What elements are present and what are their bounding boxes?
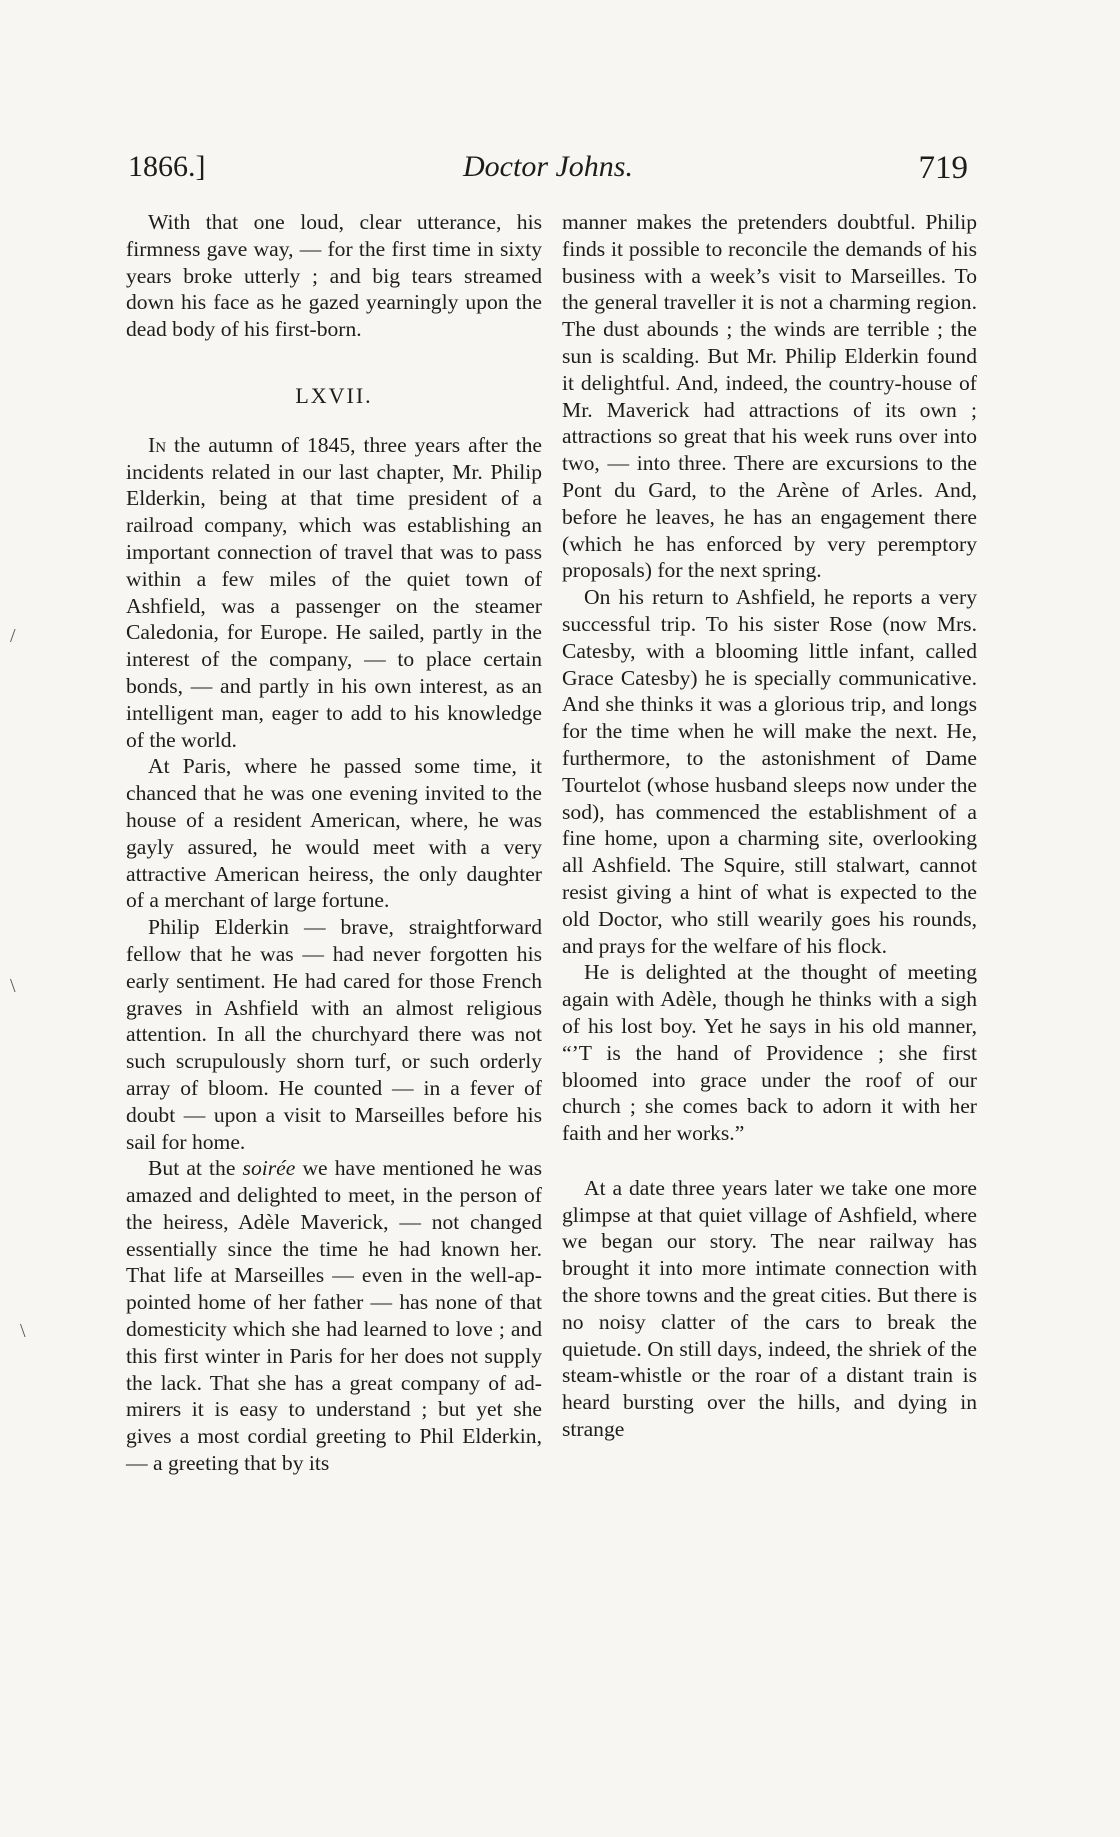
- margin-mark: /: [10, 625, 16, 647]
- paragraph-text: we have mentioned he was amazed and delighted to meet, in the person of the heiress, Adèle Maverick, — not changed essentially since the time he had known her. That life at Marseilles — even in the well-appointed home of her father — has none of that domesticity which she had learned to love ; and this first winter in Paris for her does not supply the lack. That she has a great company of admirers it is easy to understand ; but yet she gives a most cordial greeting to Phil Elderkin, — a greeting that by its: [126, 1156, 542, 1476]
- paragraph: Philip Elderkin — brave, straightforward fellow that he was — had never forgotten his early sentiment. He had cared for those French graves in Ashfield with an almost religious attention. In all the churchyard there was not such scrupulously shorn turf, or such orderly array of bloom. He counted — in a fever of doubt — upon a visit to Marseilles before his sail for home.: [126, 915, 542, 1154]
- header-title: Doctor Johns.: [463, 150, 633, 183]
- right-column: [562, 209, 977, 1443]
- paragraph: With that one loud, clear utterance, his firmness gave way, — for the first time in sixty years broke utterly ; and big tears streamed down his face as he gazed yearningly upon the dead body of his first-born.: [126, 210, 542, 342]
- margin-mark: \: [10, 975, 16, 997]
- paragraph-text: the autumn of 1845, three years after the incidents related in our last chapter, Mr. Philip Elderkin, being at that time president of a railroad company, which was establishing an important connection of travel that was to pass within a few miles of the quiet town of Ashfield, was a passenger on the steamer Caledonia, for Europe. He sailed, partly in the interest of the company, — to place certain bonds, — and partly in his own interest, as an intelligent man, eager to add to his knowledge of the world.: [126, 432, 542, 752]
- paragraph: On his return to Ashfield, he reports a very successful trip. To his sister Rose (now Mrs. Catesby, with a blooming little infant, called Grace Catesby) he is specially communicative. And she thinks it was a glorious trip, and longs for the time when he will make the next. He, furthermore, to the astonishment of Dame Tourtelot (whose husband sleeps now under the sod), has commenced the establishment of a fine home, upon a charming site, overlooking all Ashfield. The Squire, still stalwart, cannot resist giving a hint of what is expected to the old Doctor, who still wearily goes his rounds, and prays for the welfare of his flock.: [562, 585, 977, 958]
- paragraph: [126, 432, 542, 754]
- paragraph: [126, 1155, 542, 1477]
- paragraph: At a date three years later we take one more glimpse at that quiet village of Ashfield, where we began our story. The near railway has brought it into more intimate connection with the shore towns and the great cities. But there is no noisy clatter of the cars to break the quietude. On still days, indeed, the shriek of the steam-whistle or the roar of a distant train is heard bursting over the hills, and dying in strange: [562, 1175, 977, 1442]
- chapter-heading: LXVII.: [295, 382, 373, 408]
- section-break: [562, 1147, 977, 1175]
- paragraph: At Paris, where he passed some time, it chanced that he was one evening invited to the house of a resident American, where, he was gayly assured, he would meet with a very attractive American heiress, the only daughter of a merchant of large fortune.: [126, 754, 542, 913]
- left-column: [126, 209, 542, 1477]
- paragraph: He is delighted at the thought of meeting again with Adèle, though he thinks with a sigh of his lost boy. Yet he says in his old manner, “’T is the hand of Providence ; she first bloomed into grace under the roof of our church ; she comes back to adorn it with her faith and her works.”: [562, 960, 977, 1146]
- margin-mark: \: [20, 1320, 26, 1342]
- drop-word: In: [148, 432, 167, 457]
- page-number: 719: [918, 150, 968, 186]
- italic-word: soirée: [242, 1156, 296, 1181]
- running-header: [128, 150, 968, 200]
- header-year: 1866.]: [128, 150, 206, 183]
- paragraph-text: But at the: [148, 1156, 243, 1181]
- paragraph: manner makes the pretenders doubtful. Philip finds it possible to reconcile the demands of his business with a week’s visit to Marseilles. To the general traveller it is not a charming region. The dust abounds ; the winds are terrible ; the sun is scalding. But Mr. Philip Elderkin found it delightful. And, indeed, the country-house of Mr. Maverick had attractions of its own ; attractions so great that his week runs over into two, — into three. There are excursions to the Pont du Gard, to the Arène of Arles. And, before he leaves, he has an engagement there (which he has enforced by very peremptory proposals) for the next spring.: [562, 210, 977, 583]
